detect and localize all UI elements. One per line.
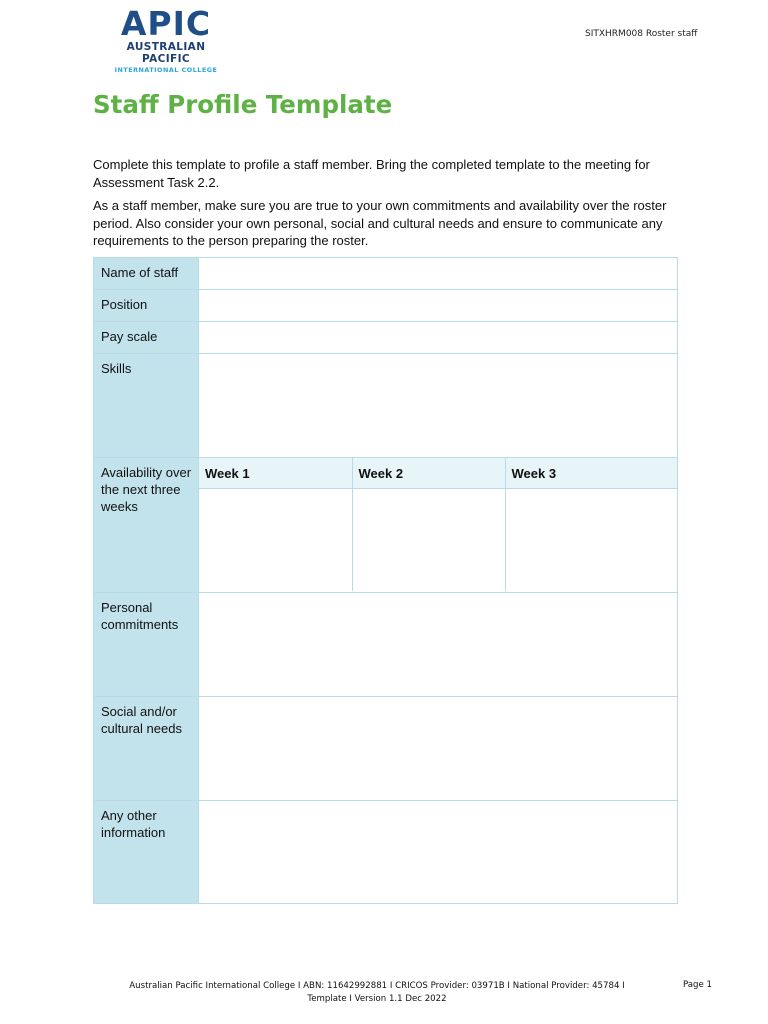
- position-label: Position: [94, 290, 199, 322]
- skills-label: Skills: [94, 354, 199, 458]
- week-3-header: Week 3: [505, 458, 677, 489]
- pay-scale-label: Pay scale: [94, 322, 199, 354]
- social-cultural-needs-field[interactable]: [199, 697, 678, 801]
- position-field[interactable]: [199, 290, 678, 322]
- logo-line-2: INTERNATIONAL COLLEGE: [114, 66, 218, 74]
- logo-mark: APIC: [120, 4, 212, 43]
- staff-profile-table: [93, 257, 678, 904]
- name-field[interactable]: [199, 258, 678, 290]
- week-2-field[interactable]: [352, 489, 505, 592]
- week-1-field[interactable]: [199, 489, 352, 592]
- weeks-table: [199, 458, 677, 591]
- intro-paragraph-1: Complete this template to profile a staff member. Bring the completed template to the meeting for Assessment Task 2.2.: [93, 157, 650, 190]
- social-cultural-needs-label: Social and/or cultural needs: [94, 697, 199, 801]
- personal-commitments-field[interactable]: [199, 593, 678, 697]
- intro-text: [93, 156, 678, 256]
- week-3-field[interactable]: [505, 489, 677, 592]
- logo-line-1: AUSTRALIAN PACIFIC: [126, 41, 206, 65]
- week-2-header: Week 2: [352, 458, 505, 489]
- other-information-field[interactable]: [199, 801, 678, 904]
- footer-line-1: Australian Pacific International College I ABN: 11642992881 I CRICOS Provider: 03971B I National Provider: 45784 I: [129, 981, 625, 991]
- intro-paragraph-2: As a staff member, make sure you are true to your own commitments and availability over the roster period. Also consider your own personal, social and cultural needs and ensure to communicate any requirements to the person preparing the roster.: [93, 198, 667, 248]
- name-label: Name of staff: [94, 258, 199, 290]
- page-title: Staff Profile Template: [93, 90, 393, 119]
- other-information-label: Any other information: [94, 801, 199, 904]
- personal-commitments-label: Personal commitments: [94, 593, 199, 697]
- footer-line-2: Template I Version 1.1 Dec 2022: [307, 994, 447, 1004]
- page-footer: [128, 980, 626, 1006]
- unit-code: SITXHRM008 Roster staff: [585, 29, 698, 39]
- availability-label: Availability over the next three weeks: [94, 458, 199, 593]
- college-logo: [102, 4, 230, 74]
- skills-field[interactable]: [199, 354, 678, 458]
- pay-scale-field[interactable]: [199, 322, 678, 354]
- week-1-header: Week 1: [199, 458, 352, 489]
- availability-grid: [199, 458, 678, 593]
- page-number: Page 1: [683, 980, 713, 990]
